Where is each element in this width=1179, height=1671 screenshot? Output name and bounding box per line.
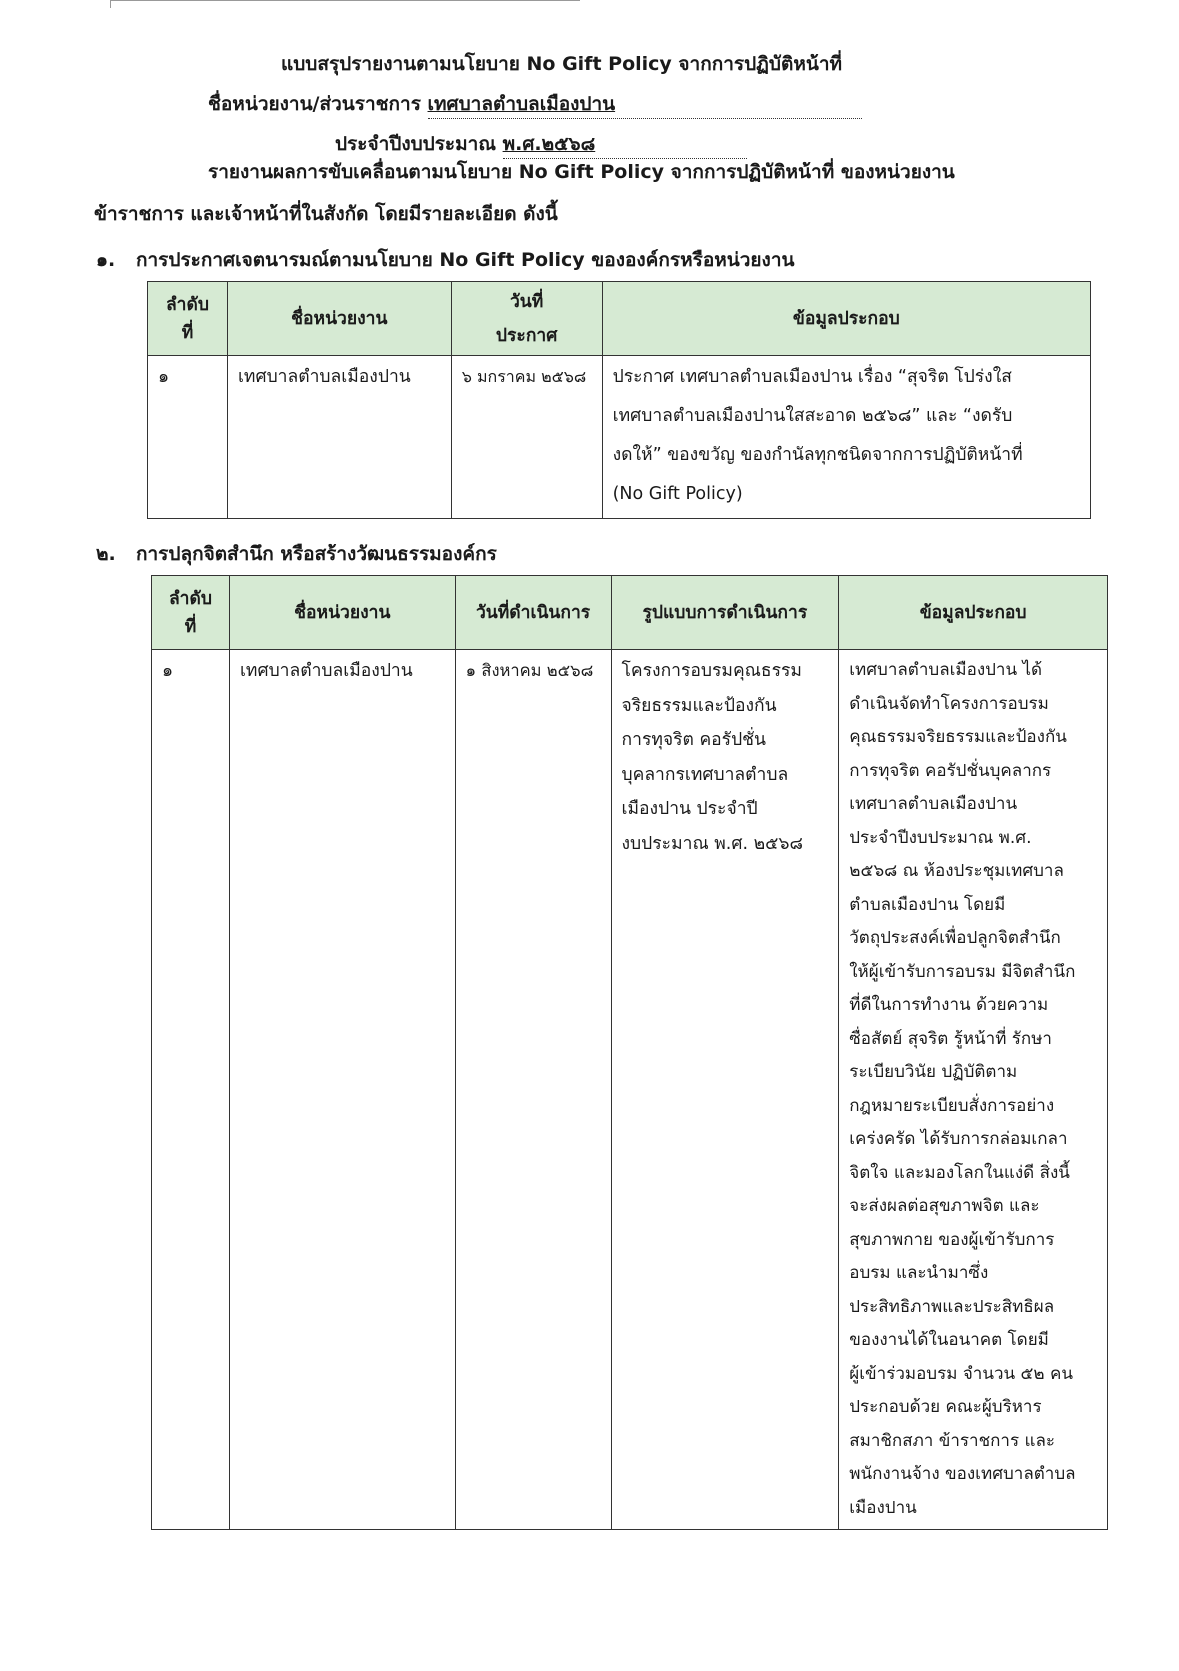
col-order: ลำดับ ที่ — [148, 282, 228, 356]
table-row — [148, 356, 1091, 519]
document-title: แบบสรุปรายงานตามนโยบาย No Gift Policy จากการปฏิบัติหน้าที่ — [281, 53, 843, 75]
section2-header-row — [152, 576, 1108, 650]
col-announce-date: วันที่ ประกาศ — [451, 282, 602, 356]
top-border-line — [110, 0, 580, 1]
row-detail: เทศบาลตำบลเมืองปาน ได้ ดำเนินจัดทำโครงการอบรม คุณธรรมจริยธรรมและป้องกัน การทุจริต คอรัปชั่นบุคลากร เทศบาลตำบลเมืองปาน ประจำปีงบประมาณ พ.ศ. ๒๕๖๘ ณ ห้องประชุมเทศบาล ตำบลเมืองปาน โดยมี วัตถุประสงค์เพื่อปลูกจิตสำนึก ให้ผู้เข้ารับการอบรม มีจิตสำนึก ที่ดีในการทำงาน ด้วยความ ซื่อสัตย์ สุจริต รู้หน้าที่ รักษา ระเบียบวินัย ปฏิบัติตาม กฎหมายระเบียบสั่งการอย่าง เคร่งครัด ได้รับการกล่อมเกลา จิตใจ และมองโลกในแง่ดี สิ่งนี้ จะส่งผลต่อสุขภาพจิต และ สุขภาพกาย ของผู้เข้ารับการ อบรม และนำมาซึ่ง ประสิทธิภาพและประสิทธิผล ของงานได้ในอนาคต โดยมี ผู้เข้าร่วมอบรม จำนวน ๕๒ คน ประกอบด้วย คณะผู้บริหาร สมาชิกสภา ข้าราชการ และ พนักงานจ้าง ของเทศบาลตำบล เมืองปาน — [839, 650, 1108, 1530]
section2-number: ๒. — [96, 543, 116, 565]
fiscal-value — [503, 130, 747, 159]
section1-table — [147, 281, 1091, 519]
col-detail: ข้อมูลประกอบ — [839, 576, 1108, 650]
section2-title: การปลุกจิตสำนึก หรือสร้างวัฒนธรรมองค์กร — [136, 543, 497, 565]
section2-table — [151, 575, 1108, 1530]
intro-line-2: ข้าราชการ และเจ้าหน้าที่ในสังกัด โดยมีรายละเอียด ดังนี้ — [94, 203, 558, 225]
row-date: ๑ สิงหาคม ๒๕๖๘ — [455, 650, 611, 1530]
section1-number: ๑. — [96, 249, 116, 271]
row-order: ๑ — [152, 650, 230, 1530]
agency-value-text: เทศบาลตำบลเมืองปาน — [427, 93, 616, 115]
row-date: ๖ มกราคม ๒๕๖๘ — [451, 356, 602, 519]
col-operation-format: รูปแบบการดำเนินการ — [611, 576, 839, 650]
section1-header-row — [148, 282, 1091, 356]
col-agency: ชื่อหน่วยงาน — [227, 282, 451, 356]
row-order: ๑ — [148, 356, 228, 519]
col-operation-date: วันที่ดำเนินการ — [455, 576, 611, 650]
agency-line — [208, 90, 862, 119]
section2-heading — [96, 540, 497, 568]
fiscal-year-line — [335, 130, 747, 159]
row-agency: เทศบาลตำบลเมืองปาน — [227, 356, 451, 519]
section1-title: การประกาศเจตนารมณ์ตามนโยบาย No Gift Policy ขององค์กรหรือหน่วยงาน — [136, 249, 795, 271]
agency-label: ชื่อหน่วยงาน/ส่วนราชการ — [208, 93, 421, 115]
row-detail: ประกาศ เทศบาลตำบลเมืองปาน เรื่อง “สุจริต โปร่งใส เทศบาลตำบลเมืองปานใสสะอาด ๒๕๖๘” และ “งดรับ งดให้” ของขวัญ ของกำนัลทุกชนิดจากการปฏิบัติหน้าที่ (No Gift Policy) — [602, 356, 1090, 519]
col-detail: ข้อมูลประกอบ — [602, 282, 1090, 356]
intro-line-1: รายงานผลการขับเคลื่อนตามนโยบาย No Gift Policy จากการปฏิบัติหน้าที่ ของหน่วยงาน — [208, 161, 955, 183]
fiscal-label: ประจำปีงบประมาณ — [335, 133, 496, 155]
fiscal-value-text: พ.ศ.๒๕๖๘ — [502, 133, 596, 155]
agency-value — [428, 90, 862, 119]
top-border-tick — [110, 0, 111, 8]
row-agency: เทศบาลตำบลเมืองปาน — [229, 650, 455, 1530]
row-format: โครงการอบรมคุณธรรม จริยธรรมและป้องกัน การทุจริต คอรัปชั่น บุคลากรเทศบาลตำบล เมืองปาน ประจำปี งบประมาณ พ.ศ. ๒๕๖๘ — [611, 650, 839, 1530]
col-order: ลำดับ ที่ — [152, 576, 230, 650]
col-agency: ชื่อหน่วยงาน — [229, 576, 455, 650]
section1-heading — [96, 246, 794, 274]
table-row — [152, 650, 1108, 1530]
